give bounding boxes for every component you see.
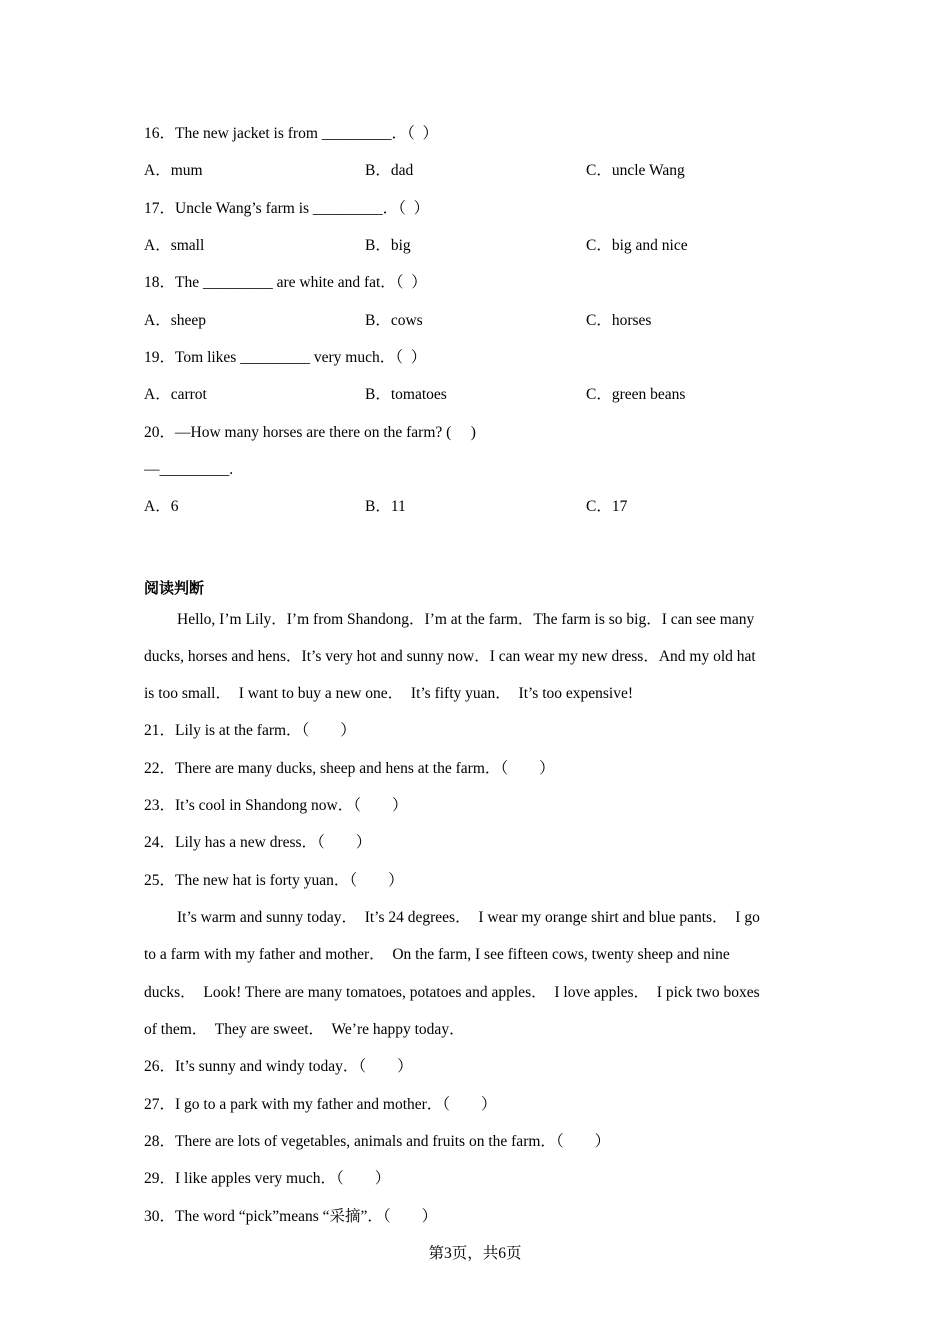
passage-2-line: to a farm with my father and mother． On the farm, I see fifteen cows, twenty sheep and nine <box>144 946 730 963</box>
question-19-option-a: A．carrot <box>144 386 207 403</box>
passage-1-line: ducks, horses and hens．It’s very hot and sunny now．I can wear my new dress．And my old hat <box>144 648 756 665</box>
question-24: 24．Lily has a new dress．（ ） <box>144 834 372 851</box>
question-16-option-a: A．mum <box>144 162 203 179</box>
question-19-option-c: C．green beans <box>586 386 686 403</box>
question-18-stem: 18．The _________ are white and fat．（ ） <box>144 274 427 291</box>
passage-2-line: of them． They are sweet． We’re happy today． <box>144 1021 465 1038</box>
question-27: 27．I go to a park with my father and mother．（ ） <box>144 1096 497 1113</box>
question-20-option-a: A．6 <box>144 498 179 515</box>
question-20-option-c: C．17 <box>586 498 628 515</box>
question-17-option-a: A．small <box>144 237 205 254</box>
question-20-stem: 20．—How many horses are there on the farm? ( ) <box>144 424 476 441</box>
question-23: 23．It’s cool in Shandong now．（ ） <box>144 797 408 814</box>
question-16-stem: 16．The new jacket is from _________．（ ） <box>144 125 439 142</box>
question-19-option-b: B．tomatoes <box>365 386 447 403</box>
question-16-option-c: C．uncle Wang <box>586 162 685 179</box>
question-29: 29．I like apples very much．（ ） <box>144 1170 391 1187</box>
question-21: 21．Lily is at the farm．（ ） <box>144 722 356 739</box>
passage-1-line: Hello, I’m Lily．I’m from Shandong．I’m at the farm．The farm is so big．I can see many <box>177 611 755 628</box>
question-18-option-c: C．horses <box>586 312 652 329</box>
question-17-option-c: C．big and nice <box>586 237 688 254</box>
question-26: 26．It’s sunny and windy today．（ ） <box>144 1058 413 1075</box>
question-16-option-b: B．dad <box>365 162 414 179</box>
question-22: 22．There are many ducks, sheep and hens at the farm．（ ） <box>144 760 555 777</box>
question-19-stem: 19．Tom likes _________ very much．（ ） <box>144 349 427 366</box>
question-25: 25．The new hat is forty yuan．（ ） <box>144 872 404 889</box>
passage-1-line: is too small． I want to buy a new one． It’s fifty yuan． It’s too expensive! <box>144 685 634 702</box>
question-20-option-b: B．11 <box>365 498 406 515</box>
page-footer: 第3页，共6页 <box>428 1245 522 1262</box>
question-17-option-b: B．big <box>365 237 411 254</box>
passage-2-line: ducks． Look! There are many tomatoes, potatoes and apples． I love apples． I pick two boxes <box>144 984 760 1001</box>
section-title: 阅读判断 <box>144 579 205 597</box>
question-18-option-b: B．cows <box>365 312 423 329</box>
question-20-answer-line: —_________. <box>144 461 234 478</box>
passage-2-line: It’s warm and sunny today． It’s 24 degrees． I wear my orange shirt and blue pants． I go <box>177 909 760 926</box>
question-17-stem: 17．Uncle Wang’s farm is _________．（ ） <box>144 200 430 217</box>
question-18-option-a: A．sheep <box>144 312 206 329</box>
question-28: 28．There are lots of vegetables, animals and fruits on the farm．（ ） <box>144 1133 611 1150</box>
question-30: 30．The word “pick”means “采摘”．（ ） <box>144 1208 438 1225</box>
